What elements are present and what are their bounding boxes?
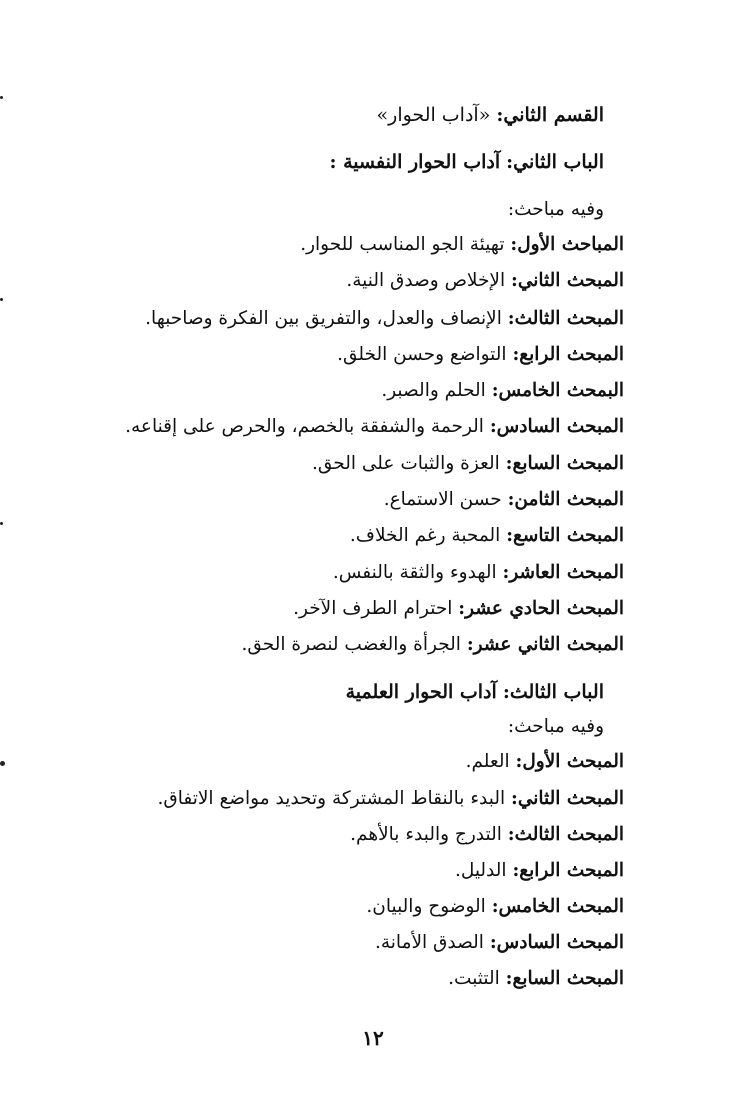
scan-speck [0,96,3,99]
toc-entry: المبحث الثاني: الإخلاص وصدق النية. [346,270,624,291]
section-heading: القسم الثاني: «آداب الحوار» [376,104,604,126]
toc-entry: المبحث العاشر: الهدوء والثقة بالنفس. [332,562,624,583]
scan-speck [0,761,5,766]
toc-entry: المبحث الحادي عشر: احترام الطرف الآخر. [293,598,624,619]
toc-entry: المبحث التاسع: المحبة رغم الخلاف. [349,525,624,546]
scan-speck [0,298,3,301]
toc-entry: المبحث الثالث: التدرج والبدء بالأهم. [350,824,624,845]
toc-entry: المبحث الخامس: الوضوح والبيان. [366,896,624,917]
toc-entry: المبحث الثامن: حسن الاستماع. [383,489,624,510]
chapter-intro: وفيه مباحث: [507,199,604,220]
chapter-intro: وفيه مباحث: [507,716,604,737]
toc-entry: المبحث الثالث: الإنصاف والعدل، والتفريق بين الفكرة وصاحبها. [145,308,624,329]
toc-entry: المبحث السادس: الرحمة والشفقة بالخصم، والحرص على إقناعه. [125,416,624,437]
page-number: ١٢ [362,1026,384,1050]
toc-entry: البمحث الخامس: الحلم والصبر. [381,380,624,401]
toc-entry: المباحث الأول: تهيئة الجو المناسب للحوار. [300,234,624,255]
toc-entry: المبحث السابع: التثبت. [448,968,624,989]
chapter-heading: الباب الثالث: آداب الحوار العلمية [345,681,604,703]
toc-entry: المبحث السادس: الصدق الأمانة. [374,932,624,953]
toc-entry: المبحث الرابع: التواضع وحسن الخلق. [337,344,624,365]
scan-speck [0,522,3,525]
toc-entry: المبحث الثاني عشر: الجرأة والغضب لنصرة الحق. [241,634,624,655]
toc-entry: المبحث الرابع: الدليل. [454,860,624,881]
toc-entry: المبحث السابع: العزة والثبات على الحق. [311,453,624,474]
toc-entry: المبحث الثاني: البدء بالنقاط المشتركة وتحديد مواضع الاتفاق. [157,788,624,809]
chapter-heading: الباب الثاني: آداب الحوار النفسية : [329,151,604,173]
toc-entry: المبحث الأول: العلم. [465,751,624,772]
